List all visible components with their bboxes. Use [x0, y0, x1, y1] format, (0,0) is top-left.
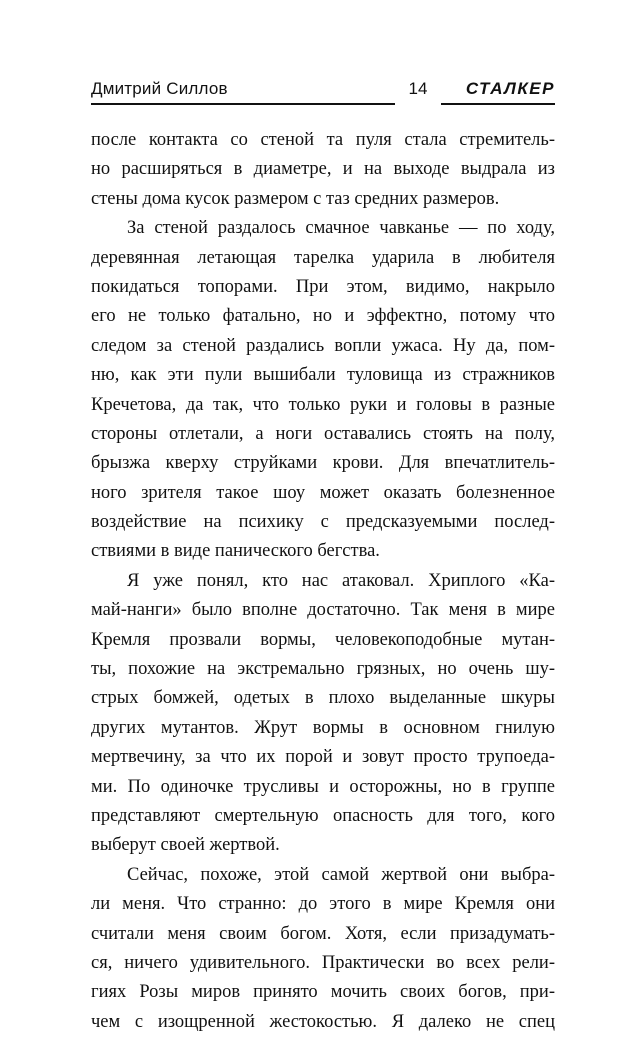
page-body [91, 126, 555, 1037]
text-line: мертвечину, за что их порой и зовут просто трупоеда- [91, 747, 555, 768]
text-line: деревянная летающая тарелка ударила в любителя [91, 247, 555, 268]
text-line: стрых бомжей, одетых в плохо выделанные шкуры [91, 688, 555, 709]
running-header-series: СТАЛКЕР [465, 79, 555, 98]
text-line: выберут своей жертвой. [91, 835, 280, 856]
header-rule-left [91, 103, 395, 105]
text-line: ствиями в виде панического бегства. [91, 541, 380, 562]
text-line: после контакта со стеной та пуля стала стремитель- [91, 130, 555, 150]
text-line: других мутантов. Жрут вормы в основном гнилую [91, 717, 555, 738]
text-line: следом за стеной раздались вопли ужаса. Ну да, пом- [91, 335, 555, 356]
running-header [91, 78, 555, 104]
text-line: За стеной раздалось смачное чавканье — по ходу, [127, 218, 555, 239]
text-line: Сейчас, похоже, этой самой жертвой они выбра- [127, 864, 555, 885]
text-line: ного зрителя такое шоу может оказать болезненное [91, 482, 555, 503]
text-line: ся, ничего удивительного. Практически во всех рели- [91, 952, 555, 973]
text-line: воздействие на психику с предсказуемыми послед- [91, 512, 555, 533]
text-line: май-нанги» было вполне достаточно. Так меня в мире [91, 600, 555, 621]
text-line: покидаться топорами. При этом, видимо, накрыло [91, 276, 555, 297]
text-line: Кремля прозвали вормы, человекоподобные мутан- [91, 629, 555, 650]
running-header-author: Дмитрий Силлов [91, 79, 228, 98]
text-line: представляют смертельную опасность для того, кого [91, 805, 555, 826]
text-line: его не только фатально, но и эффектно, потому что [91, 306, 555, 327]
page-number: 14 [408, 79, 428, 98]
text-line: брызжа кверху струйками крови. Для впечатлитель- [91, 453, 555, 474]
text-line: Кречетова, да так, что только руки и головы в разные [91, 394, 555, 415]
text-line: но расширяться в диаметре, и на выходе выдрала из [91, 159, 555, 180]
text-line: чем с изощренной жестокостью. Я далеко не спец [91, 1011, 555, 1032]
text-line: стороны отлетали, а ноги оставались стоять на полу, [91, 423, 555, 444]
text-line: ли меня. Что странно: до этого в мире Кремля они [91, 894, 555, 915]
text-line: ню, как эти пули вышибали туловища из стражников [91, 365, 555, 386]
text-line: стены дома кусок размером с таз средних размеров. [91, 188, 500, 209]
text-line: ты, похожие на экстремально грязных, но очень шу- [91, 659, 555, 680]
text-line: гиях Розы миров принято мочить своих богов, при- [91, 982, 555, 1003]
header-rule-right [441, 103, 555, 105]
text-line: считали меня своим богом. Хотя, если призадумать- [91, 923, 555, 944]
text-line: Я уже понял, кто нас атаковал. Хриплого «Ка- [127, 570, 555, 591]
text-line: ми. По одиночке трусливы и осторожны, но в группе [91, 776, 555, 797]
